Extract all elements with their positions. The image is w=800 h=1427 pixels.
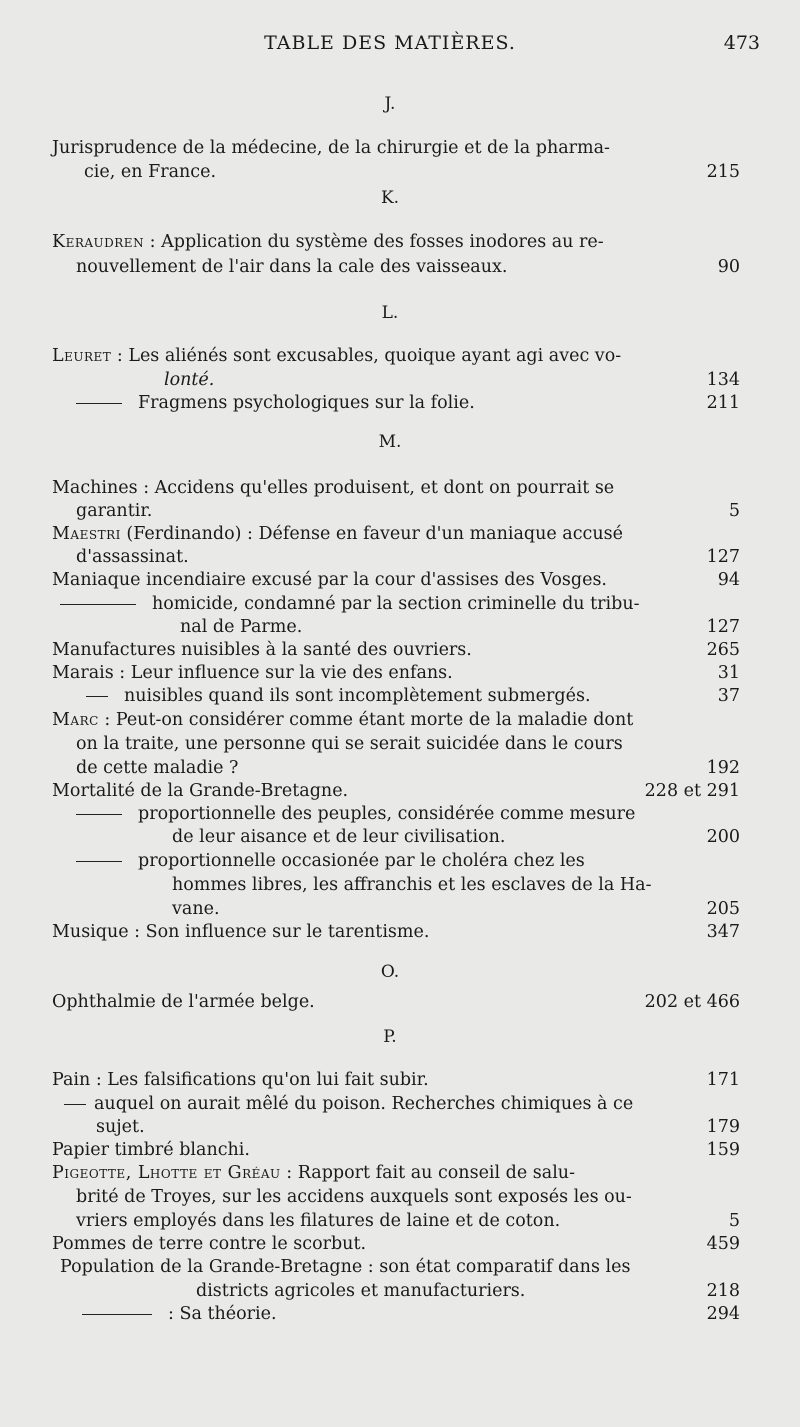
entry-line: districts agricoles et manufacturiers.	[196, 1281, 526, 1301]
entry-line: Machines : Accidens qu'elles produisent, et dont on pourrait se	[52, 478, 615, 498]
page-ref: 5	[728, 1211, 740, 1231]
page-ref: 265	[706, 640, 740, 660]
page-ref: 205	[706, 899, 740, 919]
entry-line: de cette maladie ?	[76, 758, 239, 778]
entry-line	[64, 1093, 752, 1115]
page-ref: 127	[706, 547, 740, 567]
entry-text: nuisibles quand ils sont incomplètement submergés.	[124, 686, 591, 706]
entry-text: : Sa théorie.	[168, 1304, 277, 1324]
entry-text: auquel on aurait mêlé du poison. Recherches chimiques à ce	[94, 1094, 634, 1114]
entry-line: Mortalité de la Grande-Bretagne.	[52, 781, 349, 801]
page-ref: 5	[728, 501, 740, 521]
entry-line: Maniaque incendiaire excusé par la cour d'assises des Vosges.	[52, 570, 607, 590]
page-ref: 127	[706, 617, 740, 637]
page-ref: 37	[717, 686, 740, 706]
page-ref: 294	[706, 1304, 740, 1324]
section-letter-p: P.	[383, 1027, 397, 1047]
ditto-dash	[76, 861, 122, 862]
page-ref: 159	[706, 1140, 740, 1160]
page-ref: 134	[706, 370, 740, 390]
author-name: Keraudren	[52, 232, 145, 252]
entry-line: Population de la Grande-Bretagne : son état comparatif dans les	[60, 1257, 631, 1277]
page-ref: 31	[717, 663, 740, 683]
section-letter-l: L.	[381, 303, 399, 323]
entry-line: Pain : Les falsifications qu'on lui fait subir.	[52, 1070, 429, 1090]
ditto-dash	[86, 696, 108, 697]
running-title: TABLE DES MATIÈRES.	[264, 32, 516, 54]
page-ref: 215	[706, 162, 740, 182]
page-ref: 192	[706, 758, 740, 778]
author-name: Leuret	[52, 346, 112, 366]
entry-text: : Les aliénés sont excusables, quoique ayant agi avec vo-	[111, 346, 622, 366]
entry-line: sujet.	[96, 1117, 145, 1137]
ditto-dash	[64, 1104, 86, 1105]
page-ref: 228 et 291	[644, 781, 740, 801]
entry-line	[76, 392, 764, 414]
ditto-dash	[76, 403, 122, 404]
entry-text: (Ferdinando) : Défense en faveur d'un maniaque accusé	[120, 524, 623, 544]
page-ref: 200	[706, 827, 740, 847]
entry-line: lonté.	[164, 370, 215, 390]
section-letter-k: K.	[380, 188, 400, 208]
entry-line: Jurisprudence de la médecine, de la chirurgie et de la pharma-	[52, 138, 610, 158]
ditto-dash	[76, 814, 122, 815]
entry-line: Marais : Leur influence sur la vie des enfans.	[52, 663, 453, 683]
entry-text: proportionnelle occasionée par le choléra chez les	[138, 851, 585, 871]
entry-line	[76, 850, 764, 872]
page-ref: 94	[717, 570, 740, 590]
page-number: 473	[723, 32, 760, 54]
entry-line	[82, 1303, 770, 1325]
entry-line: d'assassinat.	[76, 547, 189, 567]
entry-line: vriers employés dans les filatures de laine et de coton.	[76, 1211, 561, 1231]
ditto-dash	[60, 604, 136, 605]
section-letter-j: J.	[384, 94, 396, 114]
section-letter-m: M.	[378, 432, 402, 452]
entry-text: : Peut-on considérer comme étant morte de la maladie dont	[98, 710, 634, 730]
author-name: Maestri	[52, 524, 121, 544]
page-ref: 90	[717, 257, 740, 277]
entry-text: homicide, condamné par la section criminelle du tribu-	[152, 594, 640, 614]
entry-text: : Application du système des fosses inodores au re-	[144, 232, 604, 252]
section-letter-o: O.	[380, 962, 400, 982]
entry-line: Manufactures nuisibles à la santé des ouvriers.	[52, 640, 472, 660]
entry-line	[52, 1162, 740, 1184]
entry-line: brité de Troyes, sur les accidens auxquels sont exposés les ou-	[76, 1187, 632, 1207]
entry-line	[52, 345, 740, 367]
entry-line: nouvellement de l'air dans la cale des vaisseaux.	[76, 257, 508, 277]
page-ref: 179	[706, 1117, 740, 1137]
page-ref: 218	[706, 1281, 740, 1301]
author-name: Pigeotte, Lhotte et Gréau	[52, 1163, 281, 1183]
entry-line	[52, 231, 740, 253]
entry-text: Fragmens psychologiques sur la folie.	[138, 393, 475, 413]
entry-line: de leur aisance et de leur civilisation.	[172, 827, 506, 847]
entry-line	[52, 523, 740, 545]
page-ref: 459	[706, 1234, 740, 1254]
entry-line	[60, 593, 748, 615]
entry-text: : Rapport fait au conseil de salu-	[280, 1163, 575, 1183]
page-ref: 211	[706, 393, 740, 413]
author-name: Marc	[52, 710, 99, 730]
page-header	[0, 32, 800, 60]
entry-text: proportionnelle des peuples, considérée comme mesure	[138, 804, 636, 824]
page-ref: 171	[706, 1070, 740, 1090]
entry-line: hommes libres, les affranchis et les esclaves de la Ha-	[172, 875, 652, 895]
page-ref: 202 et 466	[644, 992, 740, 1012]
ditto-dash	[82, 1314, 152, 1315]
entry-line: Pommes de terre contre le scorbut.	[52, 1234, 367, 1254]
entry-line: nal de Parme.	[180, 617, 303, 637]
page-ref: 347	[706, 922, 740, 942]
entry-line	[76, 803, 764, 825]
entry-line	[86, 685, 774, 707]
entry-line: cie, en France.	[84, 162, 217, 182]
entry-line	[52, 709, 740, 731]
entry-line: garantir.	[76, 501, 153, 521]
entry-line: vane.	[172, 899, 220, 919]
entry-line: Ophthalmie de l'armée belge.	[52, 992, 315, 1012]
entry-line: on la traite, une personne qui se serait suicidée dans le cours	[76, 734, 623, 754]
entry-line: Papier timbré blanchi.	[52, 1140, 250, 1160]
entry-line: Musique : Son influence sur le tarentisme.	[52, 922, 430, 942]
